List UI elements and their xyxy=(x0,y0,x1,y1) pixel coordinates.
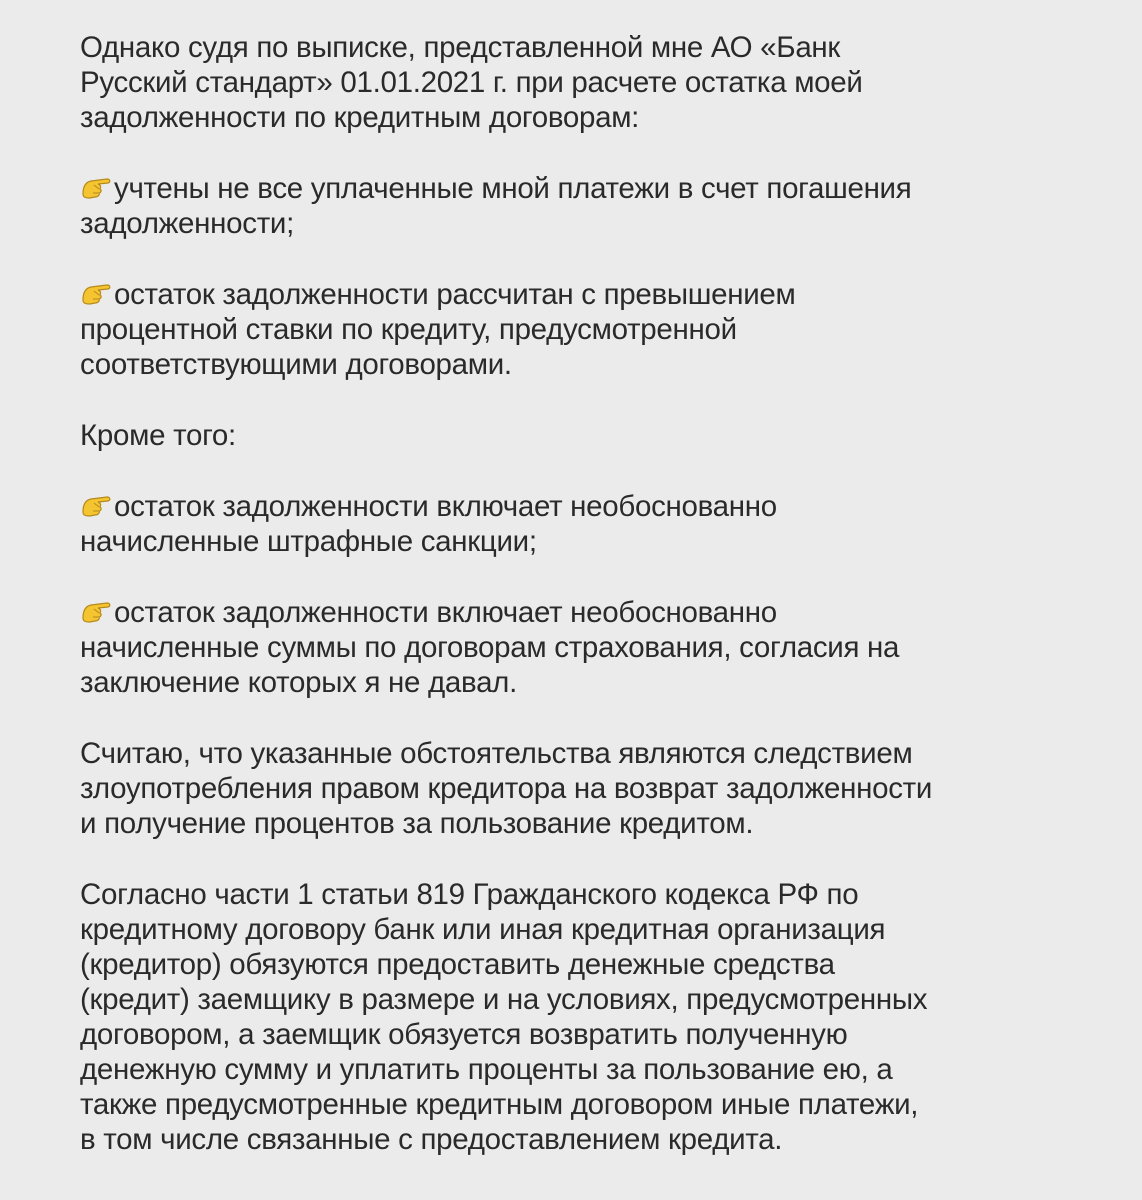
text-line: (кредитор) обязуются предоставить денежные средства xyxy=(80,948,835,981)
text-line: кредитному договору банк или иная кредитная организация xyxy=(80,913,886,946)
bullet-item-insurance xyxy=(80,595,1080,700)
bullet-text: остаток задолженности включает необоснованно xyxy=(114,490,777,523)
text-line xyxy=(80,277,1080,312)
paragraph-abuse xyxy=(80,736,1080,841)
text-line: злоупотребления правом кредитора на возврат задолженности xyxy=(80,772,933,805)
document-body xyxy=(80,30,1080,1193)
text-line: Кроме того: xyxy=(80,419,236,452)
text-line: Согласно части 1 статьи 819 Гражданского кодекса РФ по xyxy=(80,878,859,911)
pointing-right-hand-icon xyxy=(80,172,114,202)
text-line xyxy=(80,489,1080,524)
text-line: задолженности по кредитным договорам: xyxy=(80,101,640,134)
bullet-text: остаток задолженности включает необоснованно xyxy=(114,596,777,629)
paragraph-intro xyxy=(80,30,1080,135)
bullet-item-interest xyxy=(80,277,1080,382)
pointing-right-hand-icon xyxy=(80,278,114,308)
pointing-right-hand-icon xyxy=(80,490,114,520)
text-line: начисленные суммы по договорам страхования, согласия на xyxy=(80,631,900,664)
text-line: и получение процентов за пользование кредитом. xyxy=(80,807,754,840)
text-line xyxy=(80,595,1080,630)
text-line xyxy=(80,171,1080,206)
text-line: Русский стандарт» 01.01.2021 г. при расчете остатка моей xyxy=(80,66,863,99)
text-line: денежную сумму и уплатить проценты за пользование ею, а xyxy=(80,1053,893,1086)
text-line: соответствующими договорами. xyxy=(80,348,512,381)
text-line: в том числе связанные с предоставлением кредита. xyxy=(80,1123,783,1156)
text-line: начисленные штрафные санкции; xyxy=(80,525,537,558)
bullet-item-penalties xyxy=(80,489,1080,559)
text-line: Однако судя по выписке, представленной мне АО «Банк xyxy=(80,31,841,64)
paragraph-moreover xyxy=(80,418,1080,453)
text-line: процентной ставки по кредиту, предусмотренной xyxy=(80,313,737,346)
bullet-item-payments xyxy=(80,171,1080,241)
text-line: договором, а заемщик обязуется возвратить полученную xyxy=(80,1018,848,1051)
text-line: задолженности; xyxy=(80,207,294,240)
text-line: Считаю, что указанные обстоятельства являются следствием xyxy=(80,737,913,770)
text-line: заключение которых я не давал. xyxy=(80,666,517,699)
paragraph-civil-code xyxy=(80,877,1080,1157)
text-line: также предусмотренные кредитным договором иные платежи, xyxy=(80,1088,919,1121)
bullet-text: учтены не все уплаченные мной платежи в счет погашения xyxy=(114,172,912,205)
bullet-text: остаток задолженности рассчитан с превышением xyxy=(114,278,796,311)
pointing-right-hand-icon xyxy=(80,596,114,626)
text-line: (кредит) заемщику в размере и на условиях, предусмотренных xyxy=(80,983,928,1016)
